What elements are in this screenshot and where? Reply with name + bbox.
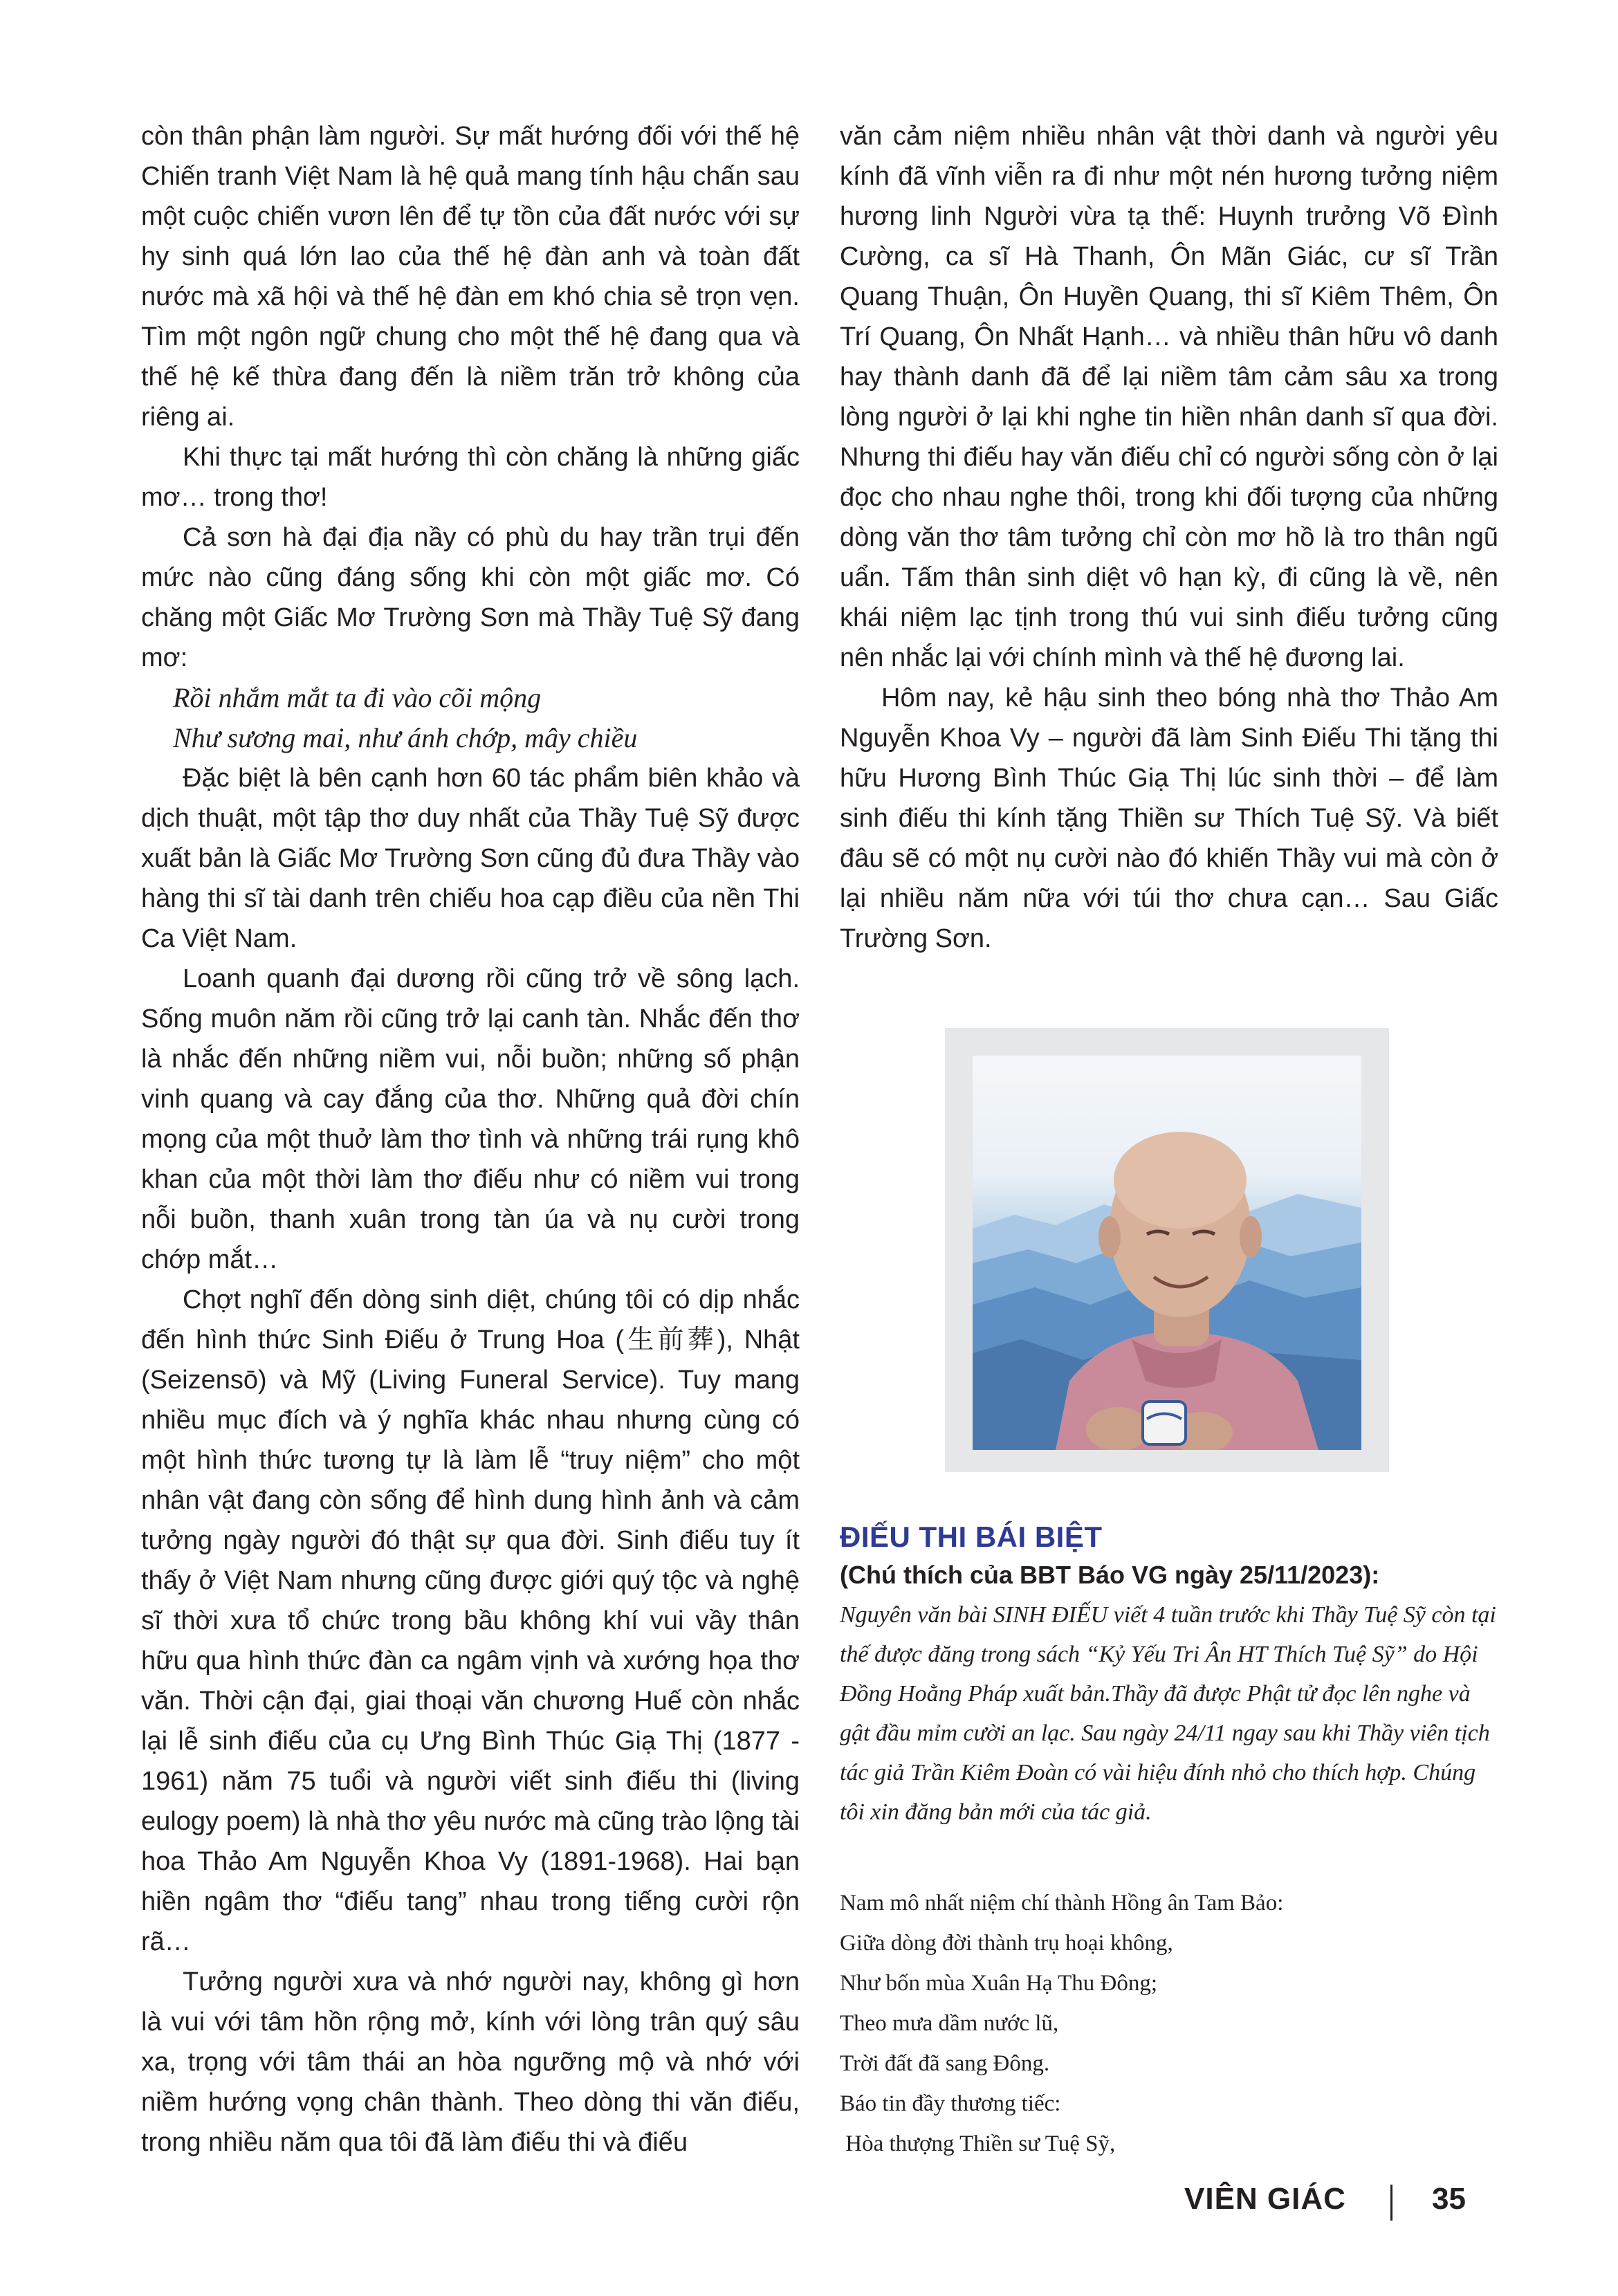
page-number: 35 — [1432, 2182, 1466, 2216]
ear — [1240, 1216, 1262, 1258]
paragraph: còn thân phận làm người. Sự mất hướng đối với thế hệ Chiến tranh Việt Nam là hệ quả mang tính hậu chấn sau một cuộc chiến vươn lên để tự tồn của đất nước với sự hy sinh quá lớn lao của thế hệ đàn anh và toàn đất nước mà xã hội và thế hệ đàn em khó chia sẻ trọn vẹn. Tìm một ngôn ngữ chung cho một thế hệ đang qua và thế hệ kế thừa đang đến là niềm trăn trở không của riêng ai. — [141, 122, 800, 432]
poem-line: Báo tin đầy thương tiếc: — [840, 2091, 1061, 2116]
caption-title: ĐIẾU THI BÁI BIỆT — [840, 1521, 1103, 1553]
verse-line: Như sương mai, như ánh chớp, mây chiều — [173, 722, 638, 753]
paragraph: Hôm nay, kẻ hậu sinh theo bóng nhà thơ Thảo Am Nguyễn Khoa Vy – người đã làm Sinh Điếu Thi tặng thi hữu Hương Bình Thúc Giạ Thị lúc sinh thời – để làm sinh điếu thi kính tặng Thiền sư Thích Tuệ Sỹ. Và biết đâu sẽ có một nụ cười nào đó khiến Thầy vui mà còn ở lại nhiều năm nữa với túi thơ chưa cạn… Sau Giấc Trường Sơn. — [840, 683, 1498, 953]
tea-cup — [1143, 1402, 1186, 1444]
paragraph: Chợt nghĩ đến dòng sinh diệt, chúng tôi có dịp nhắc đến hình thức Sinh Điếu ở Trung Hoa (生前葬), Nhật (Seizensō) và Mỹ (Living Funeral Service). Tuy mang nhiều mục đích và ý nghĩa khác nhau nhưng cùng có một hình thức tương tự là làm lễ “truy niệm” cho một nhân vật đang còn sống để hình dung hình ảnh và cảm tưởng ngày người đó thật sự qua đời. Sinh điếu tuy ít thấy ở Việt Nam nhưng cũng được giới quý tộc và nghệ sĩ thời xưa tổ chức trong bầu không khí vui vầy thân hữu qua hình thức đàn ca ngâm vịnh và xướng họa thơ văn. Thời cận đại, giai thoại văn chương Huế còn nhắc lại lễ sinh điếu của cụ Ưng Bình Thúc Giạ Thị (1877 - 1961) năm 75 tuổi và người viết sinh điếu thi (living eulogy poem) là nhà thơ yêu nước mà cũng trào lộng tài hoa Thảo Am Nguyễn Khoa Vy (1891-1968). Hai bạn hiền ngâm thơ “điếu tang” nhau trong tiếng cười rộn rã… — [141, 1285, 800, 1956]
right-column — [840, 116, 1498, 959]
poem-line: Theo mưa dầm nước lũ, — [840, 2011, 1059, 2036]
portrait-illustration — [973, 1056, 1361, 1450]
caption-subtitle: (Chú thích của BBT Báo VG ngày 25/11/2023): — [840, 1561, 1380, 1589]
paragraph: Tưởng người xưa và nhớ người nay, không gì hơn là vui với tâm hồn rộng mở, kính với lòng trân quý sâu xa, trọng với tâm thái an hòa ngưỡng mộ và nhớ với niềm hướng vọng chân thành. Theo dòng thi văn điếu, trong nhiều năm qua tôi đã làm điếu thi và điếu — [141, 1967, 800, 2157]
paragraph: Khi thực tại mất hướng thì còn chăng là những giấc mơ… trong thơ! — [141, 443, 800, 512]
paragraph: Loanh quanh đại dương rồi cũng trở về sông lạch. Sống muôn năm rồi cũng trở lại canh tàn. Nhắc đến thơ là nhắc đến những niềm vui, nỗi buồn; những số phận vinh quang và cay đắng của thơ. Những quả đời chín mọng của một thuở làm thơ tình và những trái rụng khô khan của một thời làm thơ điếu như có niềm vui trong nỗi buồn, thanh xuân trong tàn úa và nụ cười trong chớp mắt… — [141, 964, 800, 1274]
poem — [840, 1883, 1497, 2164]
poem-line: Trời đất đã sang Đông. — [840, 2051, 1050, 2076]
photo-frame — [945, 1028, 1389, 1472]
poem-line: Hòa thượng Thiền sư Tuệ Sỹ, — [840, 2131, 1116, 2156]
poem-line: Như bốn mùa Xuân Hạ Thu Đông; — [840, 1971, 1158, 1996]
poem-line: Nam mô nhất niệm chí thành Hồng ân Tam Bảo: — [840, 1891, 1284, 1916]
verse-line: Rồi nhắm mắt ta đi vào cõi mộng — [173, 682, 542, 713]
magazine-name: VIÊN GIÁC — [1184, 2182, 1346, 2216]
caption-body: Nguyên văn bài SINH ĐIẾU viết 4 tuần trước khi Thầy Tuệ Sỹ còn tại thế được đăng trong sách “Kỷ Yếu Tri Ân HT Thích Tuệ Sỹ” do Hội Đồng Hoằng Pháp xuất bản.Thầy đã được Phật tử đọc lên nghe và gật đầu mỉm cười an lạc. Sau ngày 24/11 ngay sau khi Thầy viên tịch tác giả Trần Kiêm Đoàn có vài hiệu đính nhỏ cho thích hợp. Chúng tôi xin đăng bản mới của tác giả. — [840, 1602, 1496, 1825]
footer-divider — [1390, 2185, 1392, 2221]
hand — [1086, 1407, 1150, 1450]
left-column — [141, 116, 800, 2162]
paragraph: văn cảm niệm nhiều nhân vật thời danh và người yêu kính đã vĩnh viễn ra đi như một nén hương tưởng niệm hương linh Người vừa tạ thế: Huynh trưởng Võ Đình Cường, ca sĩ Hà Thanh, Ôn Mãn Giác, cư sĩ Trần Quang Thuận, Ôn Huyền Quang, thi sĩ Kiêm Thêm, Ôn Trí Quang, Ôn Nhất Hạnh… và nhiều thân hữu vô danh hay thành danh đã để lại niềm tâm cảm sâu xa trong lòng người ở lại khi nghe tin hiền nhân danh sĩ qua đời. Nhưng thi điếu hay văn điếu chỉ có người sống còn ở lại đọc cho nhau nghe thôi, trong khi đối tượng của những dòng văn thơ tâm tưởng chỉ còn mơ hồ là tro thân ngũ uẩn. Tấm thân sinh diệt vô hạn kỳ, đi cũng là về, nên khái niệm lạc tịnh trong thú vui sinh điếu tưởng cũng nên nhắc lại với chính mình và thế hệ đương lai. — [840, 122, 1498, 672]
bald-scalp — [1114, 1132, 1247, 1229]
ear — [1098, 1216, 1121, 1258]
poem-line: Giữa dòng đời thành trụ hoại không, — [840, 1931, 1173, 1956]
portrait-photo — [973, 1056, 1361, 1450]
paragraph: Cả sơn hà đại địa nầy có phù du hay trần trụi đến mức nào cũng đáng sống khi còn một giấc mơ. Có chăng một Giấc Mơ Trường Sơn mà Thầy Tuệ Sỹ đang mơ: — [141, 523, 800, 672]
paragraph: Đặc biệt là bên cạnh hơn 60 tác phẩm biên khảo và dịch thuật, một tập thơ duy nhất của Thầy Tuệ Sỹ được xuất bản là Giấc Mơ Trường Sơn cũng đủ đưa Thầy vào hàng thi sĩ tài danh trên chiếu hoa cạp điều của nền Thi Ca Việt Nam. — [141, 764, 800, 953]
